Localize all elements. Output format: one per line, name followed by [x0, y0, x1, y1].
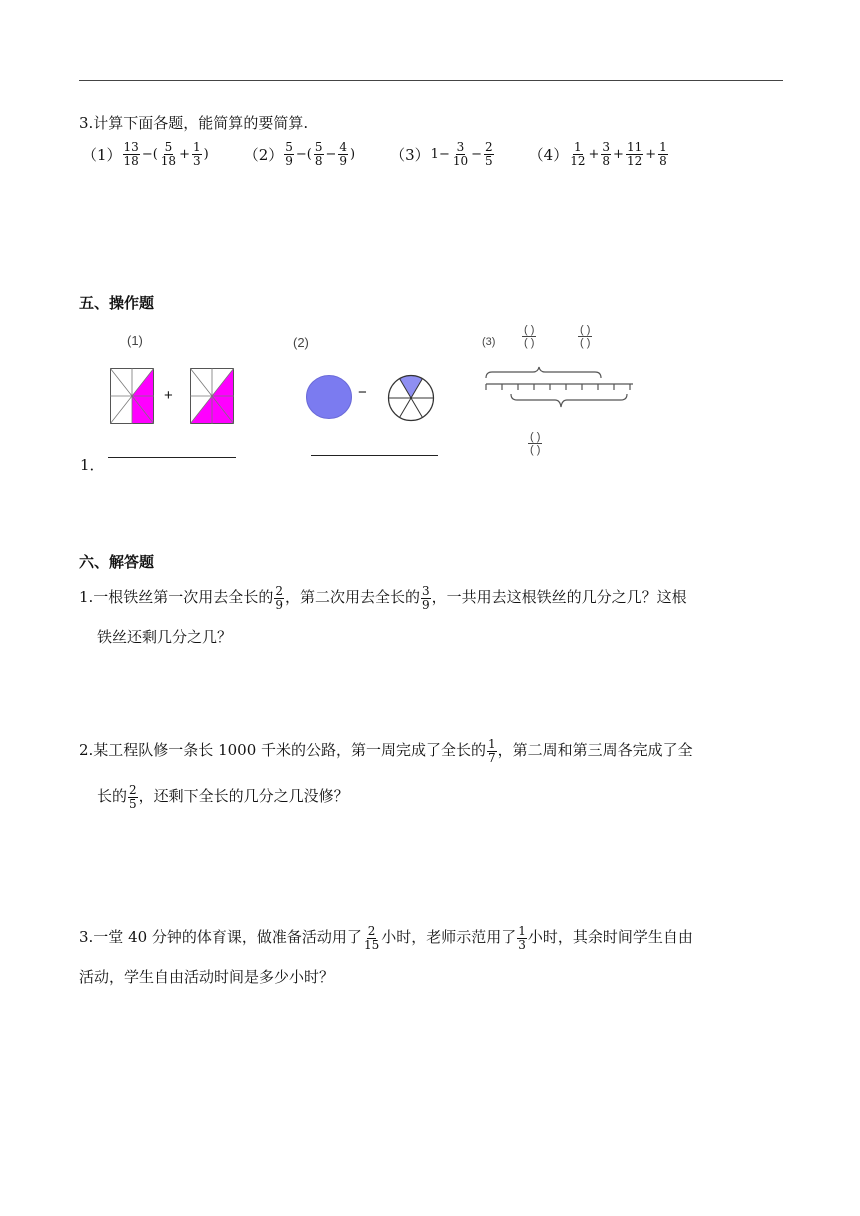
answer-line-1: [108, 457, 236, 458]
blank-fraction-3: ( ) ( ): [530, 431, 541, 456]
question-2: 2.某工程队修一条长 1000 千米的公路，第一周完成了全长的 $\frac{1}{7}$ ，第二周和第三周各完成了全 长的 $\frac{2}{5}$ ，还剩下全长的几分之几没修？: [79, 736, 693, 811]
minus-sign: −: [358, 384, 367, 401]
expression-1: （1） $\frac{13}{18}$ −( $\frac{5}{18}$ + $\frac{1}{3}$ ): [82, 140, 209, 168]
blank-fraction-2: ( ) ( ): [580, 324, 591, 349]
number-line-figure: [483, 366, 635, 412]
expression-row: [82, 141, 703, 168]
section6-heading: 六、解答题: [79, 553, 155, 571]
header-rule: [79, 80, 783, 81]
section5-heading: 五、操作题: [79, 294, 155, 312]
expression-3: （3） 1− $\frac{3}{10}$ − $\frac{2}{5}$: [390, 140, 493, 168]
blank-fraction-1: ( ) ( ): [524, 324, 535, 349]
square-figure-2: [190, 368, 234, 424]
item-number: 1．: [80, 456, 105, 474]
full-circle: [305, 374, 353, 420]
expression-2: （2） $\frac{5}{9}$ −( $\frac{5}{8}$ − $\frac{4}{9}$ ): [243, 140, 356, 168]
fig3-label: (3): [482, 336, 496, 348]
fig1-label: (1): [127, 333, 143, 348]
expression-4: （4） $\frac{1}{12}$ + $\frac{3}{8}$ + $\frac{11}{12}$ + $\frac{1}{8}$: [528, 140, 667, 168]
fig2-label: (2): [293, 335, 309, 350]
question-1: 1.一根铁丝第一次用去全长的 $\frac{2}{9}$ ，第二次用去全长的 $\frac{3}{9}$ ，一共用去这根铁丝的几分之几？这根 铁丝还剩几分之几？: [79, 583, 687, 646]
question-3: 3.一堂 40 分钟的体育课，做准备活动用了 $\frac{2}{15}$ 小时，老师示范用了 $\frac{1}{3}$ 小时，其余时间学生自由 活动，学生自由活动时间是多少小时？: [79, 923, 693, 986]
square-figure-1: [110, 368, 154, 424]
pie-circle: [386, 374, 436, 422]
answer-line-2: [311, 455, 438, 456]
plus-sign: +: [164, 387, 173, 404]
section3-title: 3.计算下面各题，能简算的要简算.: [79, 114, 309, 132]
